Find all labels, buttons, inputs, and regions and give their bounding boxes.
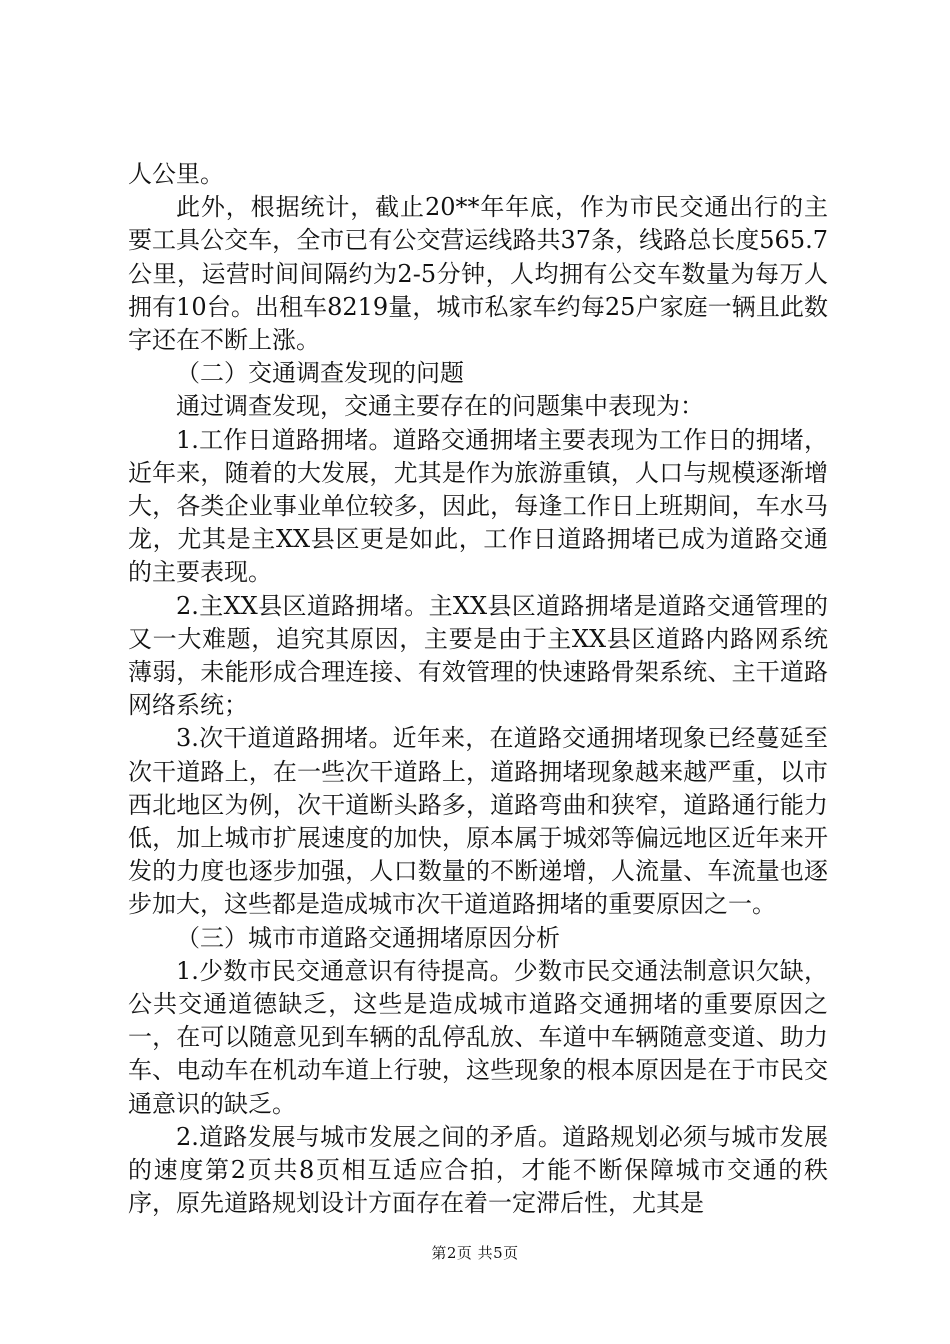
document-body — [128, 158, 828, 1221]
paragraph-problem-3: 3.次干道道路拥堵。近年来，在道路交通拥堵现象已经蔓延至次干道路上，在一些次干道路上，道路拥堵现象越来越严重，以市西北地区为例，次干道断头路多，道路弯曲和狭窄，道路通行能力低，加上城市扩展速度的加快，原本属于城郊等偏远地区近年来开发的力度也逐步加强，人口数量的不断递增，人流量、车流量也逐步加大，这些都是造成城市次干道道路拥堵的重要原因之一。 — [128, 724, 828, 919]
section-heading-causes: （三）城市市道路交通拥堵原因分析 — [176, 923, 560, 952]
paragraph-cause-1: 1.少数市民交通意识有待提高。少数市民交通法制意识欠缺，公共交通道德缺乏，这些是造成城市道路交通拥堵的重要原因之一，在可以随意见到车辆的乱停乱放、车道中车辆随意变道、助力车、电动车在机动车道上行驶，这些现象的根本原因是在于市民交通意识的缺乏。 — [128, 956, 828, 1118]
page-footer: 第2页 共5页 — [431, 1244, 519, 1262]
paragraph-statistics: 此外，根据统计，截止20**年年底，作为市民交通出行的主要工具公交车，全市已有公交营运线路共37条，线路总长度565.7公里，运营时间间隔约为2-5分钟，人均拥有公交车数量为每万人拥有10台。出租车8219量，城市私家车约每25户家庭一辆且此数字还在不断上涨。 — [128, 193, 828, 355]
paragraph-problem-1: 1.工作日道路拥堵。道路交通拥堵主要表现为工作日的拥堵，近年来，随着的大发展，尤其是作为旅游重镇，人口与规模逐渐增大，各类企业事业单位较多，因此，每逢工作日上班期间，车水马龙，尤其是主XX县区更是如此，工作日道路拥堵已成为道路交通的主要表现。 — [128, 425, 828, 587]
paragraph-problem-2: 2.主XX县区道路拥堵。主XX县区道路拥堵是道路交通管理的又一大难题，追究其原因，主要是由于主XX县区道路内路网系统薄弱，未能形成合理连接、有效管理的快速路骨架系统、主干道路网络系统； — [128, 591, 828, 720]
paragraph-continuation: 人公里。 — [128, 160, 224, 188]
paragraph-survey-intro: 通过调查发现，交通主要存在的问题集中表现为： — [176, 392, 704, 421]
section-heading-problems: （二）交通调查发现的问题 — [176, 359, 464, 388]
paragraph-cause-2: 2.道路发展与城市发展之间的矛盾。道路规划必须与城市发展的速度第2页共8页相互适应合拍，才能不断保障城市交通的秩序，原先道路规划设计方面存在着一定滞后性，尤其是 — [128, 1122, 828, 1218]
